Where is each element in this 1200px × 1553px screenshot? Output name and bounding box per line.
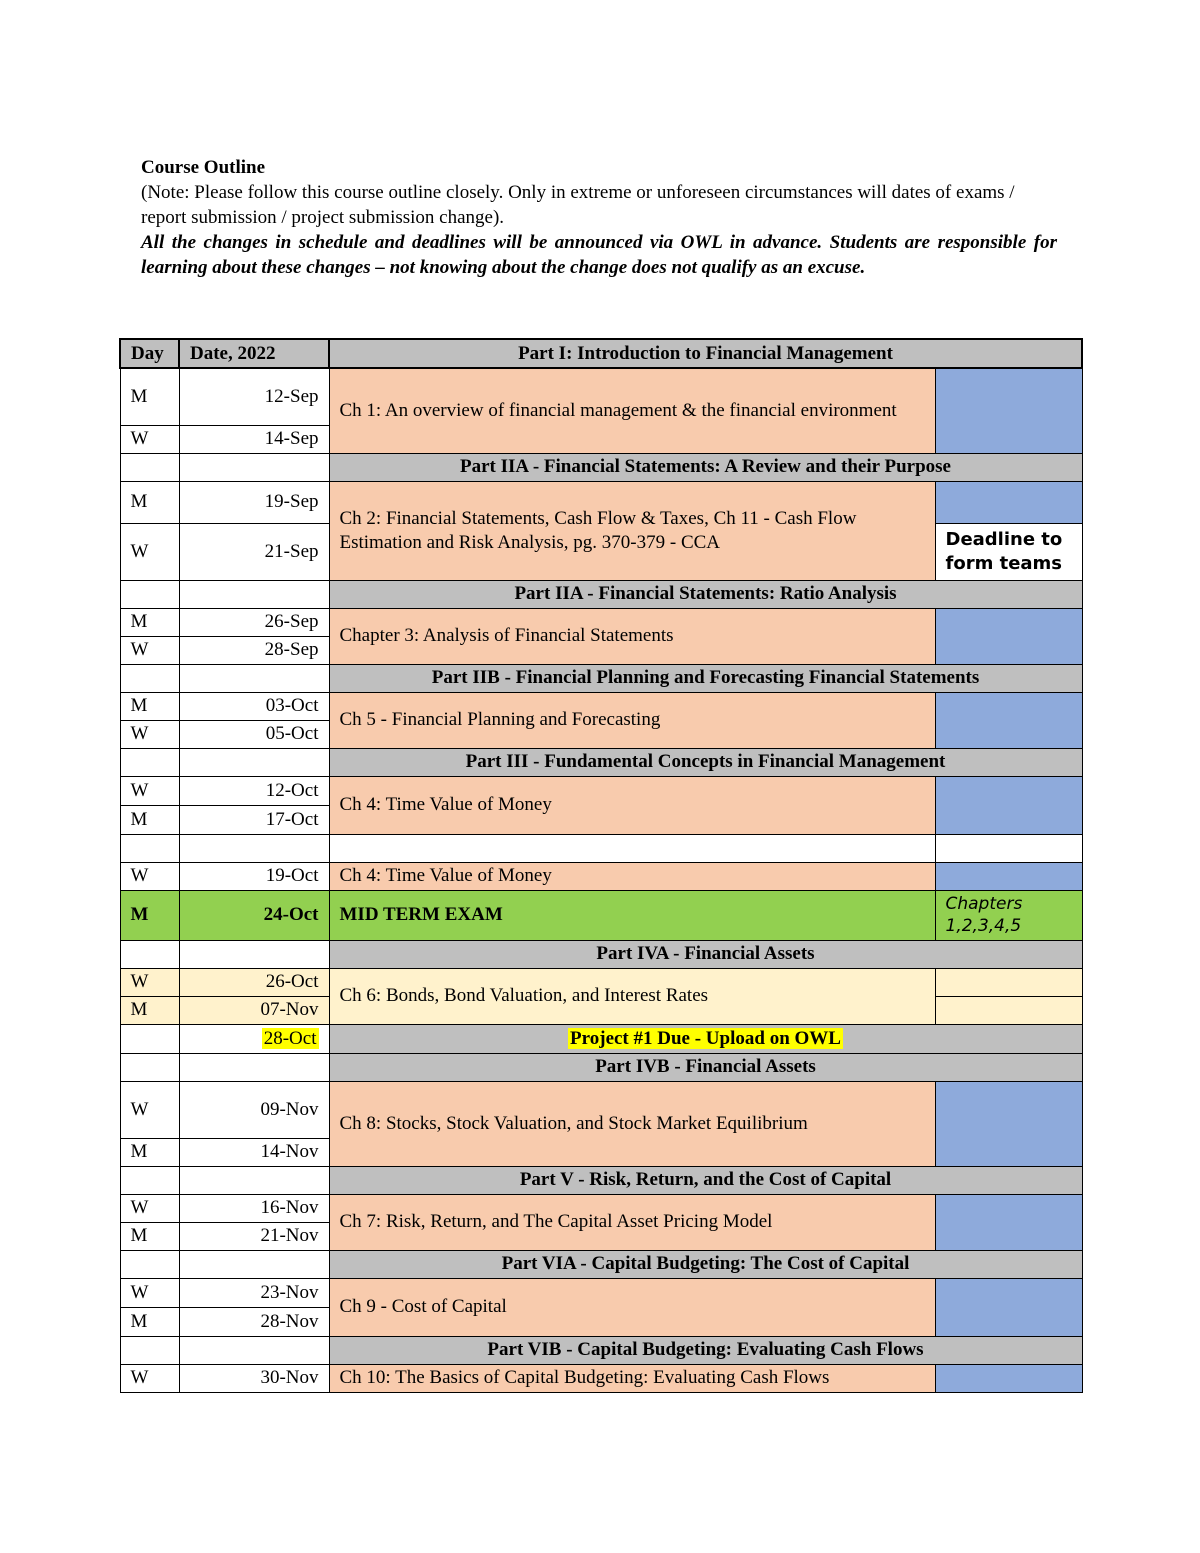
topic-cell: Ch 5 - Financial Planning and Forecasting — [329, 692, 935, 748]
topic-cell: Ch 4: Time Value of Money — [329, 862, 935, 890]
date-cell: 30-Nov — [179, 1364, 329, 1392]
date-cell: 28-Nov — [179, 1307, 329, 1336]
project-due-cell — [329, 1024, 1082, 1053]
table-row — [120, 1278, 1082, 1307]
empty-topic-cell — [329, 834, 935, 862]
table-row — [120, 608, 1082, 636]
empty-date-cell — [179, 580, 329, 608]
date-cell: 17-Oct — [179, 805, 329, 834]
empty-day-cell — [120, 940, 179, 968]
empty-date-cell — [179, 1336, 329, 1364]
topic-cell: Ch 8: Stocks, Stock Valuation, and Stock Market Equilibrium — [329, 1081, 935, 1166]
date-cell: 26-Oct — [179, 968, 329, 996]
midterm-label: MID TERM EXAM — [329, 890, 935, 940]
schedule-change-warning: All the changes in schedule and deadlines will be announced via OWL in advance. Students are responsible for learning about these changes – not knowing about the change does not qualify as an excuse. — [141, 232, 1057, 278]
status-cell — [935, 1278, 1082, 1336]
table-row — [120, 1194, 1082, 1222]
day-column-header: Day — [120, 339, 179, 368]
empty-day-cell — [120, 834, 179, 862]
course-outline-note: (Note: Please follow this course outline closely. Only in extreme or unforeseen circumstances will dates of exams / report submission / project submission change). — [141, 182, 1015, 228]
date-cell: 23-Nov — [179, 1278, 329, 1307]
day-cell: W — [120, 425, 179, 453]
empty-day-cell — [120, 1166, 179, 1194]
project-due-row — [120, 1024, 1082, 1053]
day-cell: M — [120, 1138, 179, 1166]
day-cell: W — [120, 636, 179, 664]
status-cell — [935, 368, 1082, 453]
topic-cell: Ch 1: An overview of financial management & the financial environment — [329, 368, 935, 453]
part-row — [120, 1250, 1082, 1278]
day-cell: M — [120, 996, 179, 1024]
midterm-row — [120, 890, 1082, 940]
table-row — [120, 481, 1082, 523]
date-cell: 26-Sep — [179, 608, 329, 636]
part-header: Part IVB - Financial Assets — [329, 1053, 1082, 1081]
course-outline-title: Course Outline — [141, 157, 266, 178]
day-cell: W — [120, 523, 179, 580]
project-due-label: Project #1 Due - Upload on OWL — [570, 1027, 841, 1049]
part-row — [120, 580, 1082, 608]
date-cell: 14-Sep — [179, 425, 329, 453]
date-cell: 14-Nov — [179, 1138, 329, 1166]
empty-date-cell — [179, 453, 329, 481]
day-cell: W — [120, 968, 179, 996]
deadline-note: Deadline to form teams — [935, 523, 1082, 580]
day-cell: M — [120, 1222, 179, 1250]
empty-status-cell — [935, 834, 1082, 862]
status-cell — [935, 1364, 1082, 1392]
part-row — [120, 453, 1082, 481]
day-cell: M — [120, 608, 179, 636]
day-cell: W — [120, 1194, 179, 1222]
date-cell: 28-Sep — [179, 636, 329, 664]
empty-date-cell — [179, 834, 329, 862]
status-cell — [935, 996, 1082, 1024]
day-cell: W — [120, 1278, 179, 1307]
table-row — [120, 692, 1082, 720]
status-cell — [935, 1081, 1082, 1166]
part-header: Part VIA - Capital Budgeting: The Cost of Capital — [329, 1250, 1082, 1278]
empty-date-cell — [179, 748, 329, 776]
table-row — [120, 1364, 1082, 1392]
topic-cell: Ch 7: Risk, Return, and The Capital Asset Pricing Model — [329, 1194, 935, 1250]
topic-cell: Chapter 3: Analysis of Financial Statements — [329, 608, 935, 664]
empty-date-cell — [179, 1250, 329, 1278]
topic-cell: Ch 2: Financial Statements, Cash Flow & Taxes, Ch 11 - Cash Flow Estimation and Risk Analysis, pg. 370-379 - CCA — [329, 481, 935, 580]
status-cell — [935, 692, 1082, 748]
table-row — [120, 862, 1082, 890]
date-cell: 21-Nov — [179, 1222, 329, 1250]
part-header: Part IIA - Financial Statements: A Review and their Purpose — [329, 453, 1082, 481]
table-row — [120, 776, 1082, 805]
empty-day-cell — [120, 664, 179, 692]
empty-day-cell — [120, 453, 179, 481]
blank-row — [120, 834, 1082, 862]
date-cell: 19-Sep — [179, 481, 329, 523]
part-header: Part IIB - Financial Planning and Forecasting Financial Statements — [329, 664, 1082, 692]
date-cell: 16-Nov — [179, 1194, 329, 1222]
date-cell: 12-Oct — [179, 776, 329, 805]
date-cell: 12-Sep — [179, 368, 329, 425]
topic-cell: Ch 6: Bonds, Bond Valuation, and Interest Rates — [329, 968, 935, 1024]
part-header: Part VIB - Capital Budgeting: Evaluating Cash Flows — [329, 1336, 1082, 1364]
table-row — [120, 1081, 1082, 1138]
empty-day-cell — [120, 1053, 179, 1081]
day-cell: M — [120, 692, 179, 720]
empty-day-cell — [120, 580, 179, 608]
midterm-chapters: Chapters 1,2,3,4,5 — [935, 890, 1082, 940]
part-header: Part III - Fundamental Concepts in Financial Management — [329, 748, 1082, 776]
part-row — [120, 748, 1082, 776]
date-cell: 07-Nov — [179, 996, 329, 1024]
date-cell: 05-Oct — [179, 720, 329, 748]
part-header: Part I: Introduction to Financial Management — [329, 339, 1082, 368]
topic-cell: Ch 10: The Basics of Capital Budgeting: Evaluating Cash Flows — [329, 1364, 935, 1392]
part-row — [120, 1166, 1082, 1194]
part-row — [120, 1053, 1082, 1081]
empty-date-cell — [179, 1166, 329, 1194]
day-cell: W — [120, 862, 179, 890]
day-cell: M — [120, 481, 179, 523]
topic-cell: Ch 4: Time Value of Money — [329, 776, 935, 834]
part-row — [120, 664, 1082, 692]
course-outline-intro — [141, 155, 1057, 280]
empty-day-cell — [120, 1336, 179, 1364]
date-cell: 19-Oct — [179, 862, 329, 890]
status-cell — [935, 862, 1082, 890]
date-cell: 24-Oct — [179, 890, 329, 940]
date-cell — [179, 1024, 329, 1053]
empty-date-cell — [179, 1053, 329, 1081]
day-cell: W — [120, 720, 179, 748]
status-cell — [935, 776, 1082, 834]
project-due-date: 28-Oct — [263, 1027, 317, 1049]
topic-cell: Ch 9 - Cost of Capital — [329, 1278, 935, 1336]
part-row — [120, 940, 1082, 968]
table-row — [120, 968, 1082, 996]
empty-date-cell — [179, 940, 329, 968]
status-cell — [935, 481, 1082, 523]
part-header: Part V - Risk, Return, and the Cost of Capital — [329, 1166, 1082, 1194]
day-cell: W — [120, 1364, 179, 1392]
table-row — [120, 368, 1082, 425]
date-column-header: Date, 2022 — [179, 339, 329, 368]
part-header: Part IIA - Financial Statements: Ratio Analysis — [329, 580, 1082, 608]
day-cell: M — [120, 1307, 179, 1336]
date-cell: 09-Nov — [179, 1081, 329, 1138]
empty-day-cell — [120, 1250, 179, 1278]
status-cell — [935, 968, 1082, 996]
empty-day-cell — [120, 1024, 179, 1053]
day-cell: M — [120, 368, 179, 425]
table-header-row — [120, 339, 1082, 368]
empty-date-cell — [179, 664, 329, 692]
course-schedule-table — [119, 338, 1083, 1393]
status-cell — [935, 608, 1082, 664]
part-header: Part IVA - Financial Assets — [329, 940, 1082, 968]
status-cell — [935, 1194, 1082, 1250]
date-cell: 03-Oct — [179, 692, 329, 720]
day-cell: M — [120, 805, 179, 834]
day-cell: W — [120, 776, 179, 805]
day-cell: W — [120, 1081, 179, 1138]
date-cell: 21-Sep — [179, 523, 329, 580]
empty-day-cell — [120, 748, 179, 776]
day-cell: M — [120, 890, 179, 940]
part-row — [120, 1336, 1082, 1364]
